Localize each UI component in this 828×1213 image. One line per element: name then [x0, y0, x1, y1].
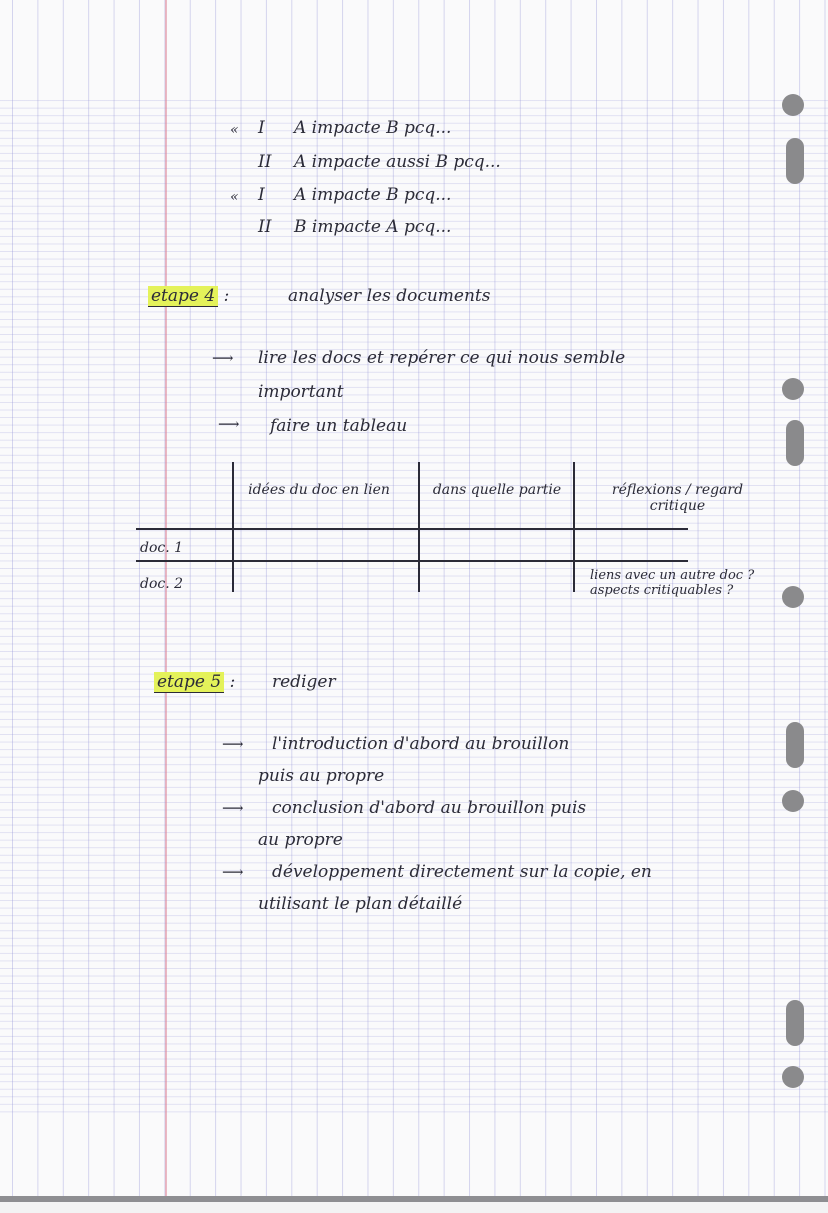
punch-hole: [782, 1066, 804, 1088]
table-header: dans quelle partie: [432, 482, 562, 498]
outline-line: A impacte aussi B pcq...: [294, 152, 501, 172]
step5-title: rediger: [272, 672, 336, 692]
punch-hole: [786, 722, 804, 768]
outline-num: II: [258, 152, 272, 172]
step4-item: important: [258, 382, 344, 402]
outline-bullet: «: [230, 122, 239, 138]
table-header-rule: [136, 528, 688, 530]
table-col-rule: [573, 462, 575, 592]
step5-item: développement directement sur la copie, en: [272, 862, 652, 882]
step4-title: analyser les documents: [288, 286, 491, 306]
step5-item: l'introduction d'abord au brouillon: [272, 734, 570, 754]
arrow-icon: ⟶: [222, 863, 244, 881]
table-col-rule: [418, 462, 420, 592]
arrow-icon: ⟶: [222, 735, 244, 753]
table-note: liens avec un autre doc ? aspects critiquables ?: [590, 568, 755, 598]
table-row-rule: [136, 560, 688, 562]
step5-label-text: etape 5: [154, 672, 224, 693]
punch-hole: [786, 1000, 804, 1046]
step5-item: utilisant le plan détaillé: [258, 894, 463, 914]
punch-hole: [786, 138, 804, 184]
arrow-icon: ⟶: [222, 799, 244, 817]
arrow-icon: ⟶: [218, 415, 240, 433]
outline-bullet: «: [230, 189, 239, 205]
punch-hole: [786, 420, 804, 466]
page-header-blank: [0, 0, 828, 100]
page-edge: [0, 1196, 828, 1202]
table-col-rule: [232, 462, 234, 592]
step4-label-text: etape 4: [148, 286, 218, 307]
step4-label: etape 4 :: [148, 286, 229, 306]
step4-item: faire un tableau: [270, 416, 408, 436]
page-footer-blank: [0, 1118, 828, 1200]
outline-num: I: [258, 118, 265, 138]
punch-hole: [782, 94, 804, 116]
step4-item: lire les docs et repérer ce qui nous semble: [258, 348, 626, 368]
table-header: idées du doc en lien: [248, 482, 390, 498]
margin-line: [165, 0, 167, 1200]
outline-line: A impacte B pcq...: [294, 118, 452, 138]
step5-label: etape 5 :: [154, 672, 235, 692]
step5-item: conclusion d'abord au brouillon puis: [272, 798, 587, 818]
punch-hole: [782, 378, 804, 400]
punch-hole: [782, 790, 804, 812]
outline-num: I: [258, 185, 265, 205]
table-row-label: doc. 1: [140, 540, 184, 556]
outline-line: B impacte A pcq...: [294, 217, 452, 237]
arrow-icon: ⟶: [212, 349, 234, 367]
table-row-label: doc. 2: [140, 576, 184, 592]
step5-item: au propre: [258, 830, 343, 850]
table-header: réflexions / regard critique: [611, 482, 744, 514]
outline-num: II: [258, 217, 272, 237]
outline-line: A impacte B pcq...: [294, 185, 452, 205]
step5-item: puis au propre: [258, 766, 385, 786]
